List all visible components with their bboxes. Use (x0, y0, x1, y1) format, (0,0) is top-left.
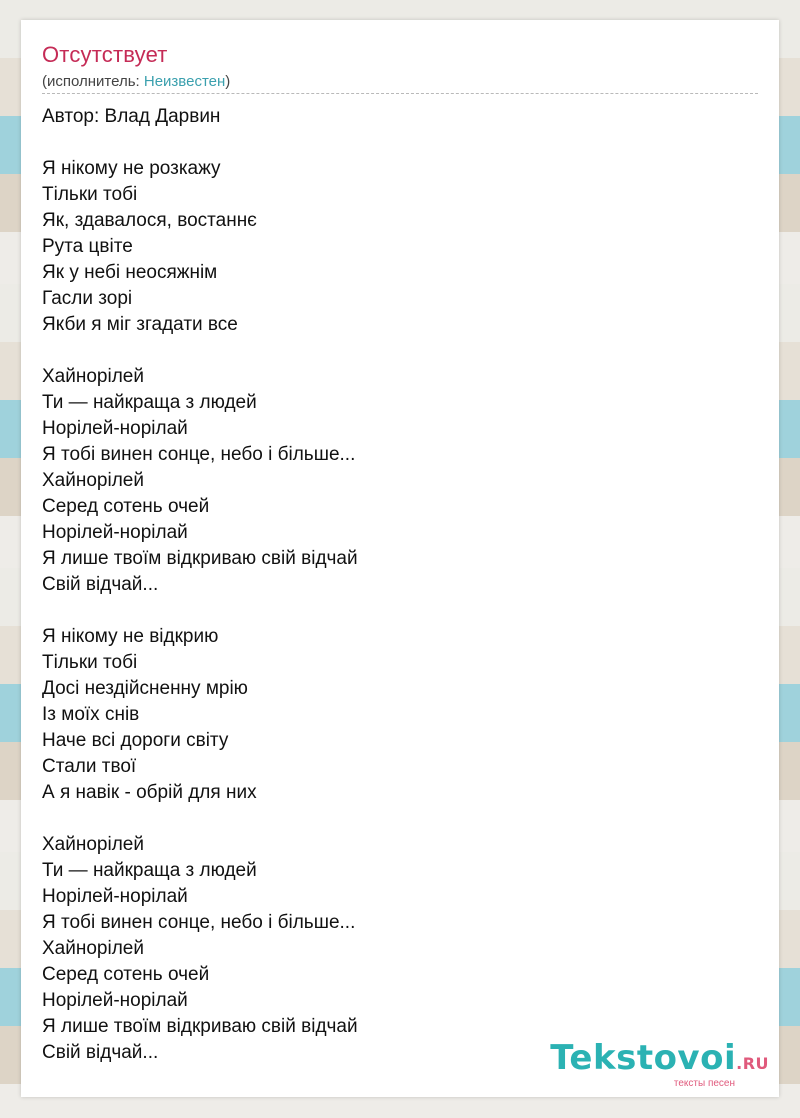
lyric-line: Рута цвіте (42, 236, 133, 257)
stanza-break (42, 806, 358, 832)
artist-link[interactable]: Неизвестен (143, 73, 226, 90)
artist-suffix: ) (225, 73, 231, 90)
stanza-break (42, 130, 358, 156)
song-title: Отсутствует (42, 42, 168, 67)
lyric-line: Я лише твоїм відкриваю свій відчай (42, 548, 358, 569)
stanza-break (42, 598, 358, 624)
lyric-line: Хайнорілей (42, 938, 144, 959)
lyric-line: Тільки тобі (42, 184, 138, 205)
lyric-line: Я лише твоїм відкриваю свій відчай (42, 1016, 358, 1037)
stanza-break (42, 338, 358, 364)
lyric-line: Тільки тобі (42, 652, 138, 673)
site-logo[interactable] (550, 1040, 769, 1089)
lyric-line: Хайнорілей (42, 470, 144, 491)
artist-prefix: (исполнитель: (42, 73, 144, 90)
logo-tagline: тексты песен (673, 1078, 735, 1089)
lyric-line: Норілей-норілай (42, 886, 188, 907)
lyric-line: Я нікому не відкрию (42, 626, 219, 647)
lyric-line: Норілей-норілай (42, 990, 188, 1011)
lyric-line: А я навік - обрій для них (42, 782, 257, 803)
lyric-line: Стали твої (42, 756, 137, 777)
lyric-line: Хайнорілей (42, 834, 144, 855)
lyric-line: Як, здавалося, востаннє (42, 210, 257, 231)
lyric-line: Свій відчай... (42, 574, 159, 595)
lyric-line: Я тобі винен сонце, небо і більше... (42, 912, 356, 933)
lyric-line: Ти — найкраща з людей (42, 860, 257, 881)
header-divider (42, 93, 758, 94)
lyric-line: Серед сотень очей (42, 964, 210, 985)
lyric-line: Серед сотень очей (42, 496, 210, 517)
lyric-line: Свій відчай... (42, 1042, 159, 1063)
lyrics-card (21, 20, 779, 1097)
lyric-line: Як у небі неосяжнім (42, 262, 218, 283)
lyric-line: Я тобі винен сонце, небо і більше... (42, 444, 356, 465)
lyric-line: Норілей-норілай (42, 522, 188, 543)
lyric-line: Наче всі дороги світу (42, 730, 229, 751)
lyric-line: Автор: Влад Дарвин (42, 106, 221, 127)
logo-tld: .RU (736, 1054, 769, 1073)
lyric-line: Досі нездійсненну мрію (42, 678, 248, 699)
lyric-line: Гасли зорі (42, 288, 133, 309)
artist-line (42, 73, 230, 90)
lyrics-text (42, 104, 358, 1066)
lyric-line: Ти — найкраща з людей (42, 392, 257, 413)
lyric-line: Я нікому не розкажу (42, 158, 221, 179)
logo-name: Tekstovoi (550, 1038, 737, 1078)
lyric-line: Норілей-норілай (42, 418, 188, 439)
lyric-line: Якби я міг згадати все (42, 314, 238, 335)
lyric-line: Хайнорілей (42, 366, 144, 387)
lyric-line: Із моїх снів (42, 704, 140, 725)
